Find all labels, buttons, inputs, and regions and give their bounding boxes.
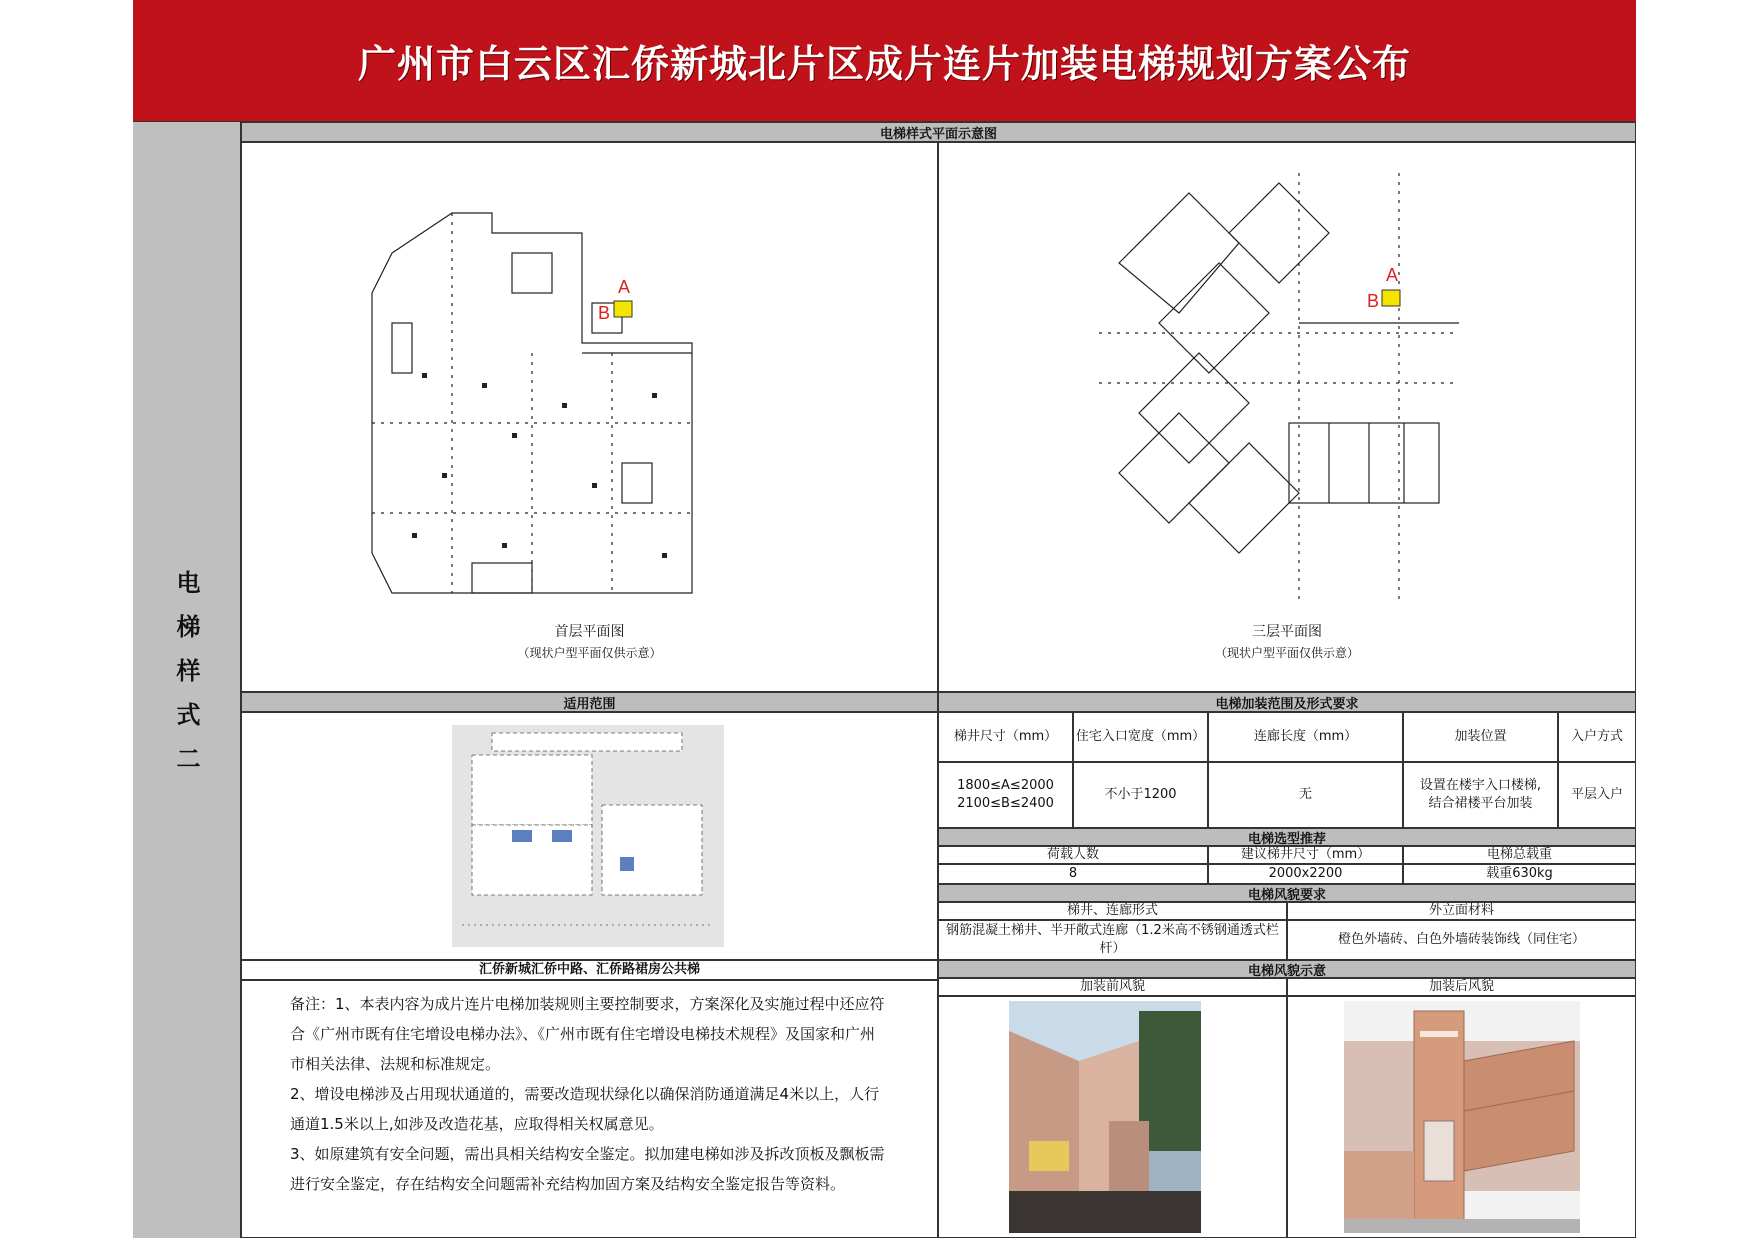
position-line1: 设置在楼宇入口楼梯, <box>1419 778 1542 794</box>
sel-shaft-value: 2000x2200 <box>1208 864 1403 884</box>
notes-panel <box>241 980 938 1238</box>
before-photo-panel <box>938 996 1287 1238</box>
third-floor-note: （现状户型平面仅供示意） <box>1214 646 1359 660</box>
appearance-before-label: 加装前风貌 <box>938 978 1287 996</box>
sel-weight-value: 载重630kg <box>1403 864 1636 884</box>
notes-list <box>282 989 897 1199</box>
ground-floor-plan-panel <box>241 142 938 692</box>
requirements-header: 电梯加装范围及形式要求 <box>938 692 1636 712</box>
req-col-position: 加装位置 <box>1403 712 1558 762</box>
marker-a-label: A <box>618 277 631 297</box>
style-req-header: 电梯风貌要求 <box>938 884 1636 902</box>
req-col-corridor: 连廊长度（mm） <box>1208 712 1403 762</box>
elevator-marker <box>1382 290 1400 306</box>
scope-header: 适用范围 <box>241 692 938 712</box>
style-col-form: 梯井、连廊形式 <box>938 902 1287 920</box>
sel-col-shaft: 建议梯井尺寸（mm） <box>1208 846 1403 864</box>
after-render <box>1344 1001 1580 1233</box>
style-form-value: 钢筋混凝土梯井、半开敞式连廊（1.2米高不锈钢通透式栏杆） <box>938 920 1287 960</box>
scope-map-panel <box>241 712 938 960</box>
before-photo <box>1009 1001 1201 1233</box>
note-3: 3、如原建筑有安全问题，需出具相关结构安全鉴定。拟加建电梯如涉及拆改顶板及飘板需进行安全鉴定，存在结构安全问题需补充结构加固方案及结构安全鉴定报告等资料。 <box>290 1145 885 1193</box>
note-1: 备注：1、本表内容为成片连片电梯加装规则主要控制要求，方案深化及实施过程中还应符合《广州市既有住宅增设电梯办法》、《广州市既有住宅增设电梯技术规程》及国家和广州市相关法律、法规和标准规定。 <box>290 995 885 1073</box>
appearance-header: 电梯风貌示意 <box>938 960 1636 978</box>
req-entry-value: 平层入户 <box>1558 762 1636 828</box>
req-col-entrance: 住宅入口宽度（mm） <box>1073 712 1208 762</box>
ground-floor-plan-drawing <box>352 173 732 603</box>
after-render-panel <box>1287 996 1636 1238</box>
req-col-shaft: 梯井尺寸（mm） <box>938 712 1073 762</box>
third-floor-caption: 三层平面图 <box>1252 624 1322 640</box>
third-floor-plan-panel <box>938 142 1636 692</box>
ground-floor-note: （现状户型平面仅供示意） <box>517 646 662 660</box>
page-title: 广州市白云区汇侨新城北片区成片连片加装电梯规划方案公布 <box>357 42 1411 86</box>
plan-section-header: 电梯样式平面示意图 <box>241 122 1636 142</box>
site-map <box>452 725 724 947</box>
req-col-entry: 入户方式 <box>1558 712 1636 762</box>
ground-floor-caption: 首层平面图 <box>554 624 625 640</box>
marker-b-label: B <box>1367 291 1380 311</box>
marker-a-label: A <box>1386 265 1399 285</box>
req-position-value <box>1403 762 1558 828</box>
note-2: 2、增设电梯涉及占用现状通道的，需要改造现状绿化以确保消防通道满足4米以上，人行通道1.5米以上,如涉及改造花基，应取得相关权属意见。 <box>290 1085 880 1133</box>
marker-b-label: B <box>598 303 611 323</box>
style-material-value: 橙色外墙砖、白色外墙砖装饰线（同住宅） <box>1287 920 1636 960</box>
scope-footer: 汇侨新城汇侨中路、汇侨路裙房公共梯 <box>241 960 938 980</box>
third-floor-plan-drawing <box>1099 173 1459 603</box>
appearance-after-label: 加装后风貌 <box>1287 978 1636 996</box>
req-entrance-value: 不小于1200 <box>1073 762 1208 828</box>
side-label: 电梯样式二 <box>172 570 200 790</box>
elevator-marker <box>614 301 632 317</box>
title-banner <box>133 0 1636 122</box>
req-shaft-value <box>938 762 1073 828</box>
selection-header: 电梯选型推荐 <box>938 828 1636 846</box>
shaft-a-range: 1800≤A≤2000 <box>957 778 1054 794</box>
req-corridor-value: 无 <box>1208 762 1403 828</box>
position-line2: 结合裙楼平台加装 <box>1428 796 1533 811</box>
sel-col-weight: 电梯总载重 <box>1403 846 1636 864</box>
shaft-b-range: 2100≤B≤2400 <box>957 796 1054 811</box>
style-col-material: 外立面材料 <box>1287 902 1636 920</box>
side-label-panel <box>133 122 241 1238</box>
sel-load-value: 8 <box>938 864 1208 884</box>
sel-col-load: 荷载人数 <box>938 846 1208 864</box>
